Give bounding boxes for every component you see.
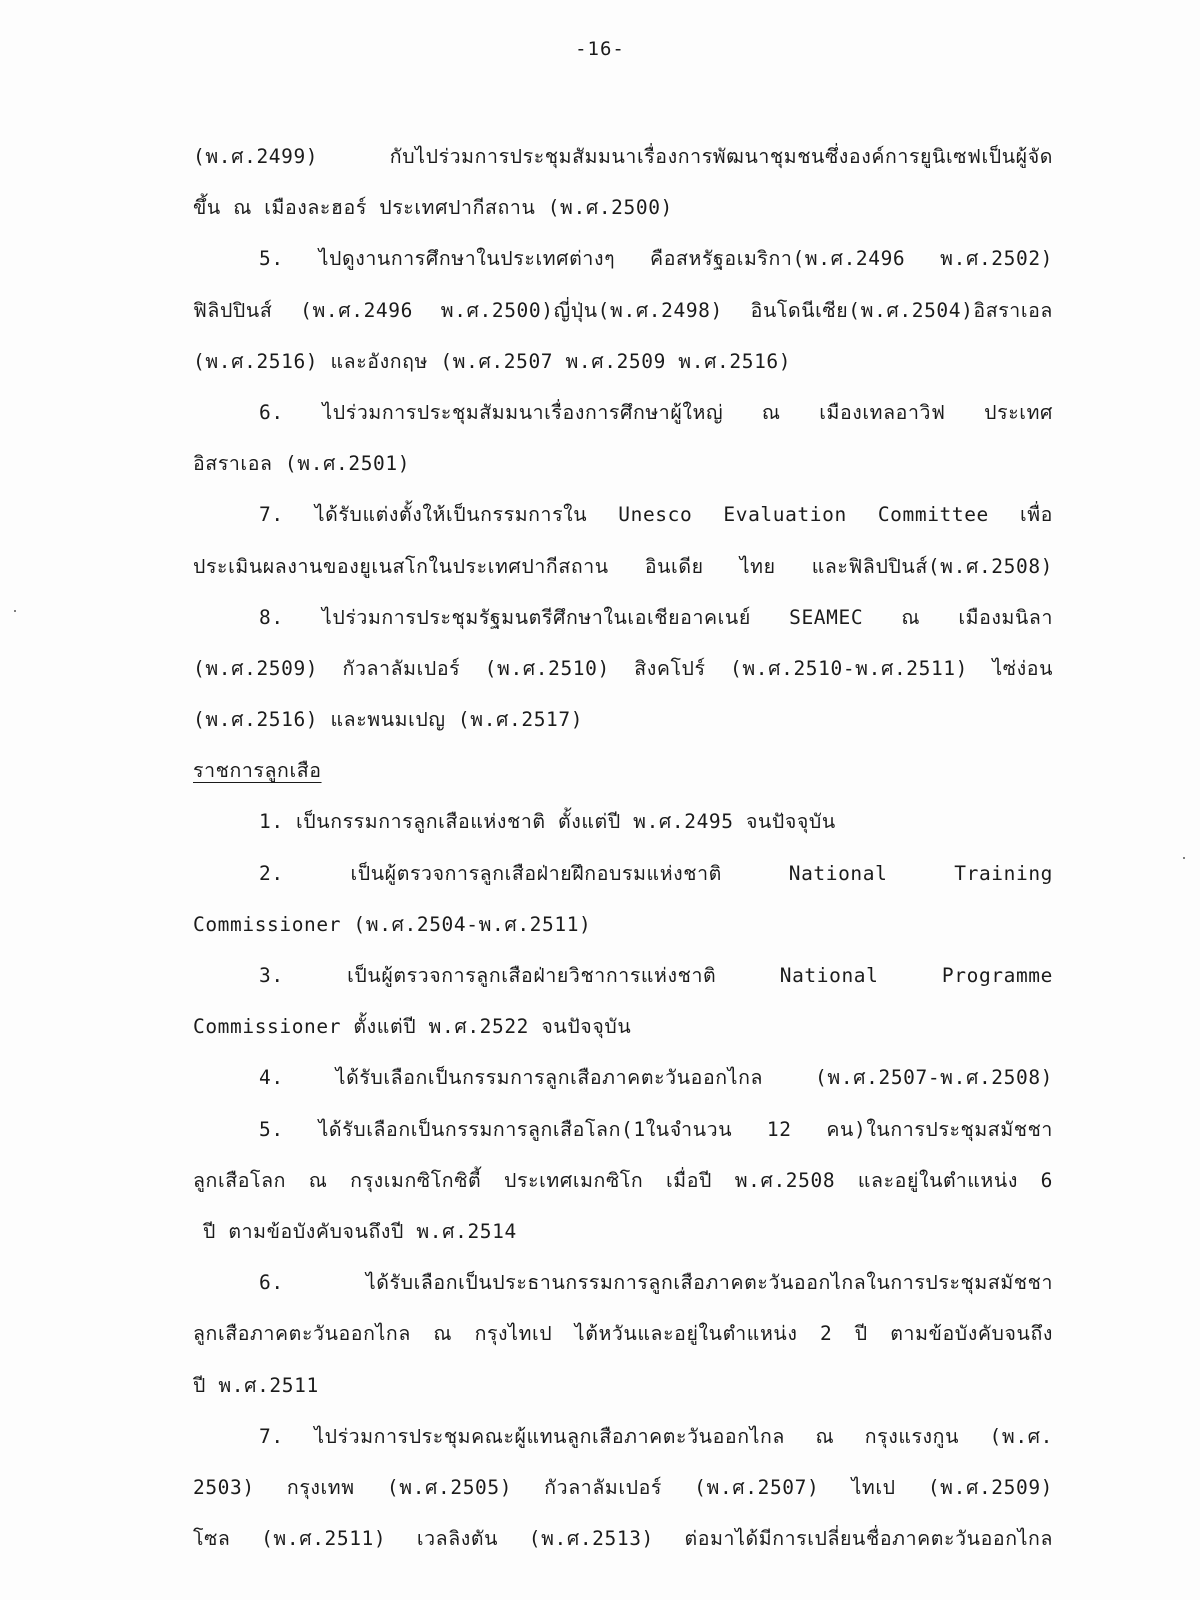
- text-line: ประเมินผลงานของยูเนสโกในประเทศปากีสถาน อินเดีย ไทย และฟิลิปปินส์(พ.ศ.2508): [193, 554, 1053, 578]
- text-line: โซล (พ.ศ.2511) เวลลิงตัน (พ.ศ.2513) ต่อมาได้มีการเปลี่ยนชื่อภาคตะวันออกไกล: [193, 1527, 1053, 1551]
- text-line: 8. ไปร่วมการประชุมรัฐมนตรีศึกษาในเอเชียอาคเนย์ SEAMEC ณ เมืองมนิลา: [259, 605, 1053, 629]
- text-line: 3. เป็นผู้ตรวจการลูกเสือฝ่ายวิชาการแห่งชาติ National Programme: [259, 964, 1053, 987]
- text-line: 5. ไปดูงานการศึกษาในประเทศต่างๆ คือสหรัฐอเมริกา(พ.ศ.2496 พ.ศ.2502): [259, 247, 1053, 271]
- document-body: [193, 137, 1053, 1570]
- text-line: ลูกเสือภาคตะวันออกไกล ณ กรุงไทเป ไต้หวันและอยู่ในตำแหน่ง 2 ปี ตามข้อบังคับจนถึง: [193, 1322, 1053, 1346]
- text-line: 6. ได้รับเลือกเป็นประธานกรรมการลูกเสือภาคตะวันออกไกลในการประชุมสมัชชา: [259, 1271, 1053, 1295]
- text-line: (พ.ศ.2516) และพนมเปญ (พ.ศ.2517): [193, 708, 584, 732]
- text-line: 2. เป็นผู้ตรวจการลูกเสือฝ่ายฝึกอบรมแห่งชาติ National Training: [259, 861, 1053, 885]
- text-line: 6. ไปร่วมการประชุมสัมมนาเรื่องการศึกษาผู้ใหญ่ ณ เมืองเทลอาวิฟ ประเทศ: [259, 400, 1053, 424]
- scan-speck: [1183, 857, 1185, 859]
- text-line: (พ.ศ.2499) กับไปร่วมการประชุมสัมมนาเรื่องการพัฒนาชุมชนซึ่งองค์การยูนิเซฟเป็นผู้จัด: [193, 145, 1053, 168]
- text-line: 5. ได้รับเลือกเป็นกรรมการลูกเสือโลก(1ในจำนวน 12 คน)ในการประชุมสมัชชา: [259, 1117, 1053, 1141]
- text-line: 2503) กรุงเทพ (พ.ศ.2505) กัวลาลัมเปอร์ (พ.ศ.2507) ไทเป (พ.ศ.2509): [193, 1475, 1053, 1499]
- text-line: 4. ได้รับเลือกเป็นกรรมการลูกเสือภาคตะวันออกไกล (พ.ศ.2507-พ.ศ.2508): [259, 1066, 1053, 1090]
- text-line: (พ.ศ.2516) และอังกฤษ (พ.ศ.2507 พ.ศ.2509 พ.ศ.2516): [193, 349, 792, 373]
- text-line: ปี ตามข้อบังคับจนถึงปี พ.ศ.2514: [203, 1219, 517, 1243]
- section-heading: [193, 751, 1053, 802]
- text-line: อิสราเอล (พ.ศ.2501): [193, 452, 411, 476]
- text-line: ฟิลิปปินส์ (พ.ศ.2496 พ.ศ.2500)ญี่ปุ่น(พ.ศ.2498) อินโดนีเซีย(พ.ศ.2504)อิสราเอล: [193, 298, 1053, 322]
- page-number: -16-: [575, 38, 625, 60]
- text-line: (พ.ศ.2509) กัวลาลัมเปอร์ (พ.ศ.2510) สิงคโปร์ (พ.ศ.2510-พ.ศ.2511) ไซ่ง่อน: [193, 656, 1053, 680]
- text-line: ขึ้น ณ เมืองละฮอร์ ประเทศปากีสถาน (พ.ศ.2500): [193, 196, 673, 220]
- text-line: 7. ไปร่วมการประชุมคณะผู้แทนลูกเสือภาคตะวันออกไกล ณ กรุงแรงกูน (พ.ศ.: [259, 1424, 1053, 1448]
- text-line: 7. ได้รับแต่งตั้งให้เป็นกรรมการใน Unesco Evaluation Committee เพื่อ: [259, 503, 1053, 527]
- text-line: ปี พ.ศ.2511: [193, 1373, 319, 1397]
- text-line: Commissioner (พ.ศ.2504-พ.ศ.2511): [193, 912, 592, 936]
- text-line: 1. เป็นกรรมการลูกเสือแห่งชาติ ตั้งแต่ปี พ.ศ.2495 จนปัจจุบัน: [259, 810, 836, 834]
- scan-speck: [14, 610, 16, 612]
- section-heading-text: ราชการลูกเสือ: [193, 759, 322, 783]
- text-line: ลูกเสือโลก ณ กรุงเมกซิโกซิตี้ ประเทศเมกซิโก เมื่อปี พ.ศ.2508 และอยู่ในตำแหน่ง 6: [193, 1168, 1053, 1192]
- text-line: Commissioner ตั้งแต่ปี พ.ศ.2522 จนปัจจุบัน: [193, 1015, 632, 1039]
